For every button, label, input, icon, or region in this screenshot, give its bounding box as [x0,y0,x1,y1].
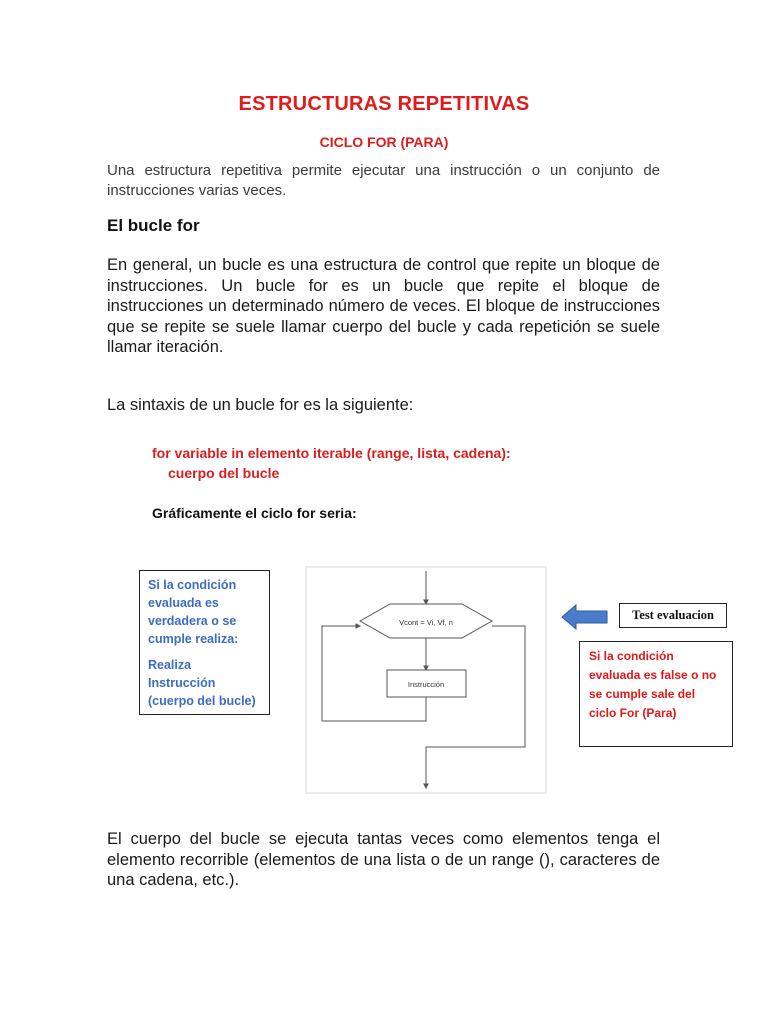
instruction-label: Instrucción [407,680,445,689]
closing-paragraph: El cuerpo del bucle se ejecuta tantas veces como elementos tenga el elemento recorrible (elementos de una lista o de un range (), caracteres de una cadena, etc.). [107,830,660,889]
intro-paragraph: Una estructura repetitiva permite ejecutar una instrucción o un conjunto de instrucciones varias veces. [107,162,660,199]
paragraph-bucle: En general, un bucle es una estructura de control que repite un bloque de instrucciones. Un bucle for es un bucle que repite el bloque de instrucciones un determinado número de veces. El bloque de instrucciones que se repite se suele llamar cuerpo del bucle y cada repetición se suele llamar iteración. [107,256,660,356]
code-line-body: cuerpo del bucle [168,465,280,481]
code-line-for: for variable in elemento iterable (range, lista, cadena): [152,445,511,461]
test-evaluation-label: Test evaluacion [619,603,727,628]
true-action-text: Realiza Instrucción (cuerpo del bucle) [148,658,256,708]
false-condition-note: Si la condición evaluada es false o no se cumple sale del ciclo For (Para) [579,641,733,747]
syntax-intro: La sintaxis de un bucle for es la siguiente: [107,396,414,414]
section-heading: El bucle for [107,216,200,235]
hexagon-label: Vcont = Vi, Vf, n [399,618,453,627]
graph-caption: Gráficamente el ciclo for seria: [152,505,357,521]
page-subtitle: CICLO FOR (PARA) [319,134,449,150]
true-condition-note [139,570,270,715]
left-arrow-icon [561,604,609,630]
true-condition-text: Si la condición evaluada es verdadera o se cumple realiza: [148,578,239,646]
for-loop-flowchart [305,566,547,794]
page-title: ESTRUCTURAS REPETITIVAS [238,93,530,115]
